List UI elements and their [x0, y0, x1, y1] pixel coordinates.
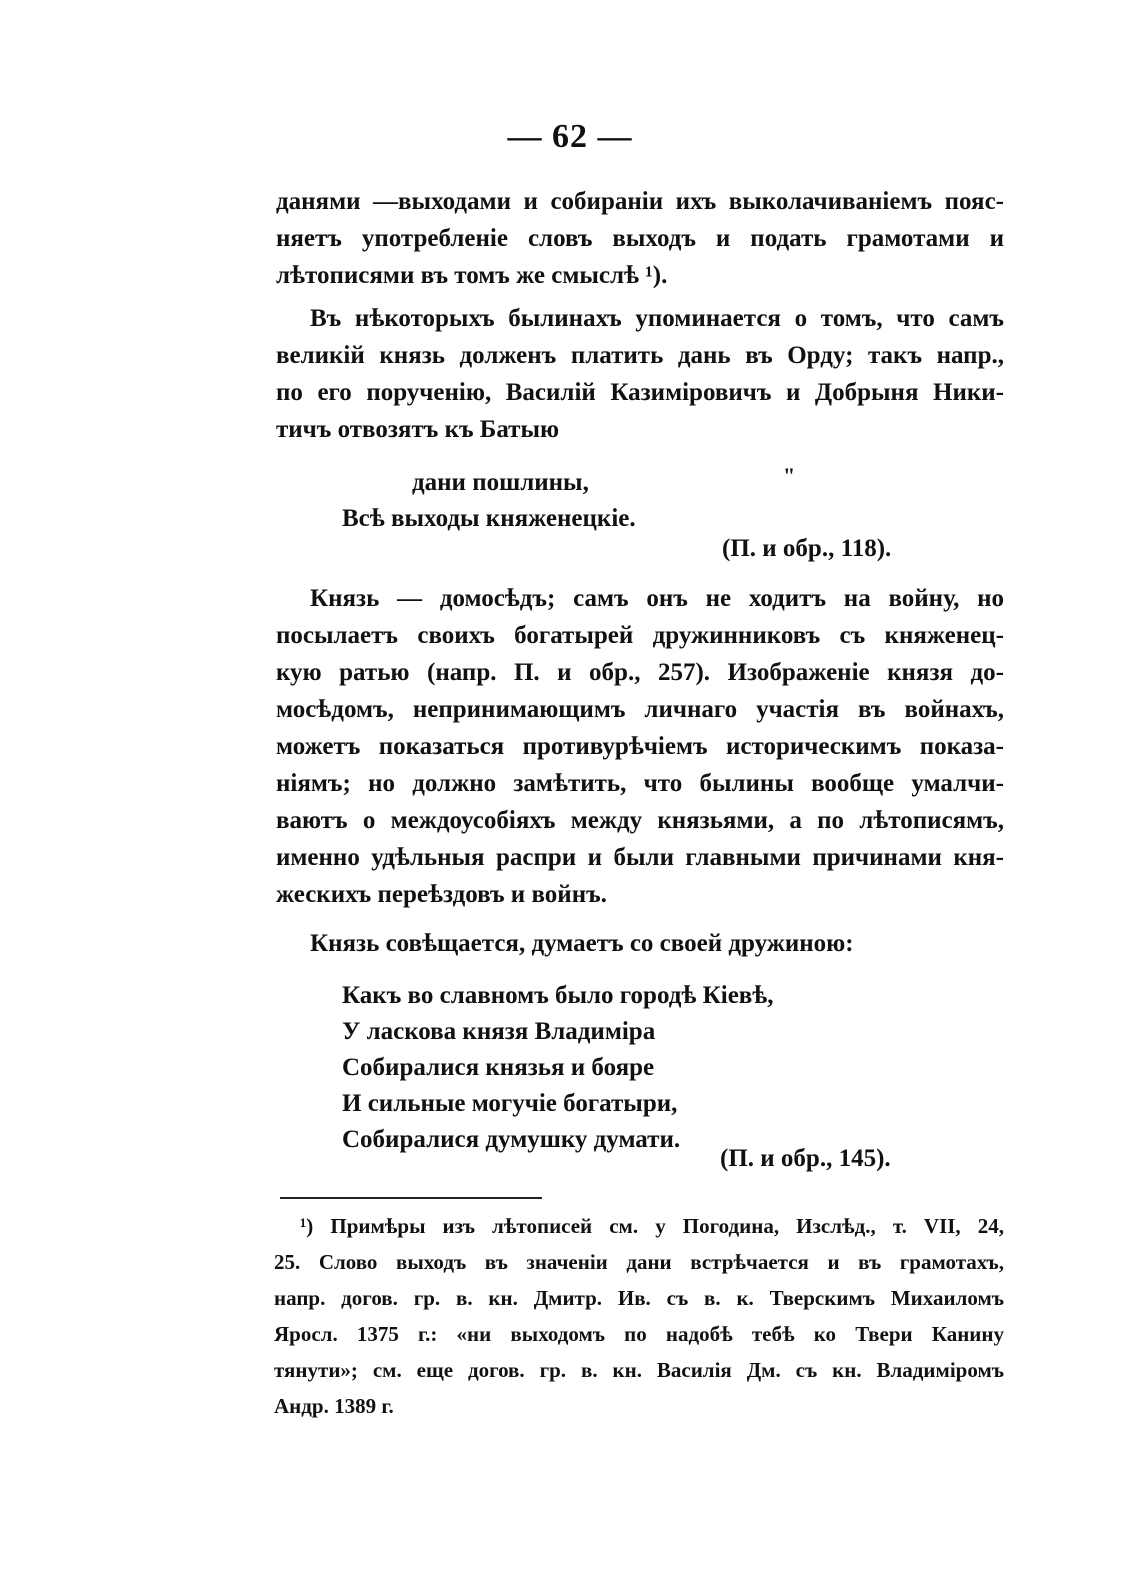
text-line: Князь — домосѣдъ; самъ онъ не ходитъ на войну, но — [310, 585, 1004, 612]
verse-line: Собиралися думушку думати. — [342, 1126, 681, 1153]
footnote — [274, 1208, 1004, 1424]
verse-line: Всѣ выходы княженецкіе. — [342, 505, 636, 532]
footnote-line: 25. Слово выходъ въ значеніи дани встрѣчается и въ грамотахъ, — [274, 1250, 1004, 1274]
verse-line: Какъ во славномъ было городѣ Кіевѣ, — [342, 982, 774, 1009]
paragraph-1 — [276, 183, 1004, 294]
footnote-line: Яросл. 1375 г.: «ни выходомъ по надобѣ тебѣ ко Твери Канину — [274, 1322, 1004, 1346]
page-number: — 62 — — [507, 118, 633, 155]
verse-line: И сильные могучіе богатыри, — [342, 1090, 678, 1117]
paragraph-3 — [276, 580, 1004, 913]
text-line: мосѣдомъ, непринимающимъ личнаго участія въ войнахъ, — [276, 696, 1004, 723]
verse-line: У ласкова князя Владиміра — [342, 1018, 656, 1045]
verse-1 — [342, 465, 742, 537]
text-line: посылаетъ своихъ богатырей дружинниковъ съ княженец- — [276, 622, 1004, 649]
text-line: кую ратью (напр. П. и обр., 257). Изображеніе князя до- — [276, 659, 1004, 686]
text-line: Князь совѣщается, думаетъ со своей дружиною: — [310, 930, 854, 957]
footnote-line: Андр. 1389 г. — [274, 1394, 394, 1418]
footnote-line: напр. догов. гр. в. кн. Дмитр. Ив. съ в. к. Тверскимъ Михаиломъ — [274, 1286, 1004, 1310]
quote-mark: " — [783, 463, 796, 488]
text-line: няетъ употребленіе словъ выходъ и подать грамотами и — [276, 225, 1004, 252]
paragraph-4 — [276, 925, 1004, 962]
text-line: данями —выходами и собираніи ихъ выколачиваніемъ пояс- — [276, 188, 1004, 215]
footnote-line: тянути»; см. еще догов. гр. в. кн. Василія Дм. съ кн. Владиміромъ — [274, 1358, 1004, 1382]
text-line: именно удѣльныя распри и были главными причинами кня- — [276, 844, 1004, 871]
text-line: тичъ отвозятъ къ Батыю — [276, 416, 560, 443]
verse-line: Собиралися князья и бояре — [342, 1054, 655, 1081]
text-line: ніямъ; но должно замѣтить, что былины вообще умалчи- — [276, 770, 1004, 797]
text-line: лѣтописями въ томъ же смыслѣ ¹). — [276, 262, 668, 289]
verse-2 — [342, 978, 862, 1158]
verse-line: дани пошлины, — [412, 469, 589, 496]
text-line: ваютъ о междоусобіяхъ между князьями, а по лѣтописямъ, — [276, 807, 1004, 834]
text-line: жескихъ переѣздовъ и войнъ. — [276, 881, 607, 908]
text-line: по его порученію, Василій Казиміровичъ и Добрыня Ники- — [276, 379, 1004, 406]
paragraph-2 — [276, 300, 1004, 448]
text-line: великій князь долженъ платить дань въ Орду; такъ напр., — [276, 342, 1004, 369]
citation-2: (П. и обр., 145). — [720, 1145, 891, 1172]
footnote-line: ¹) Примѣры изъ лѣтописей см. у Погодина, Изслѣд., т. VII, 24, — [300, 1214, 1004, 1238]
text-line: можетъ показаться противурѣчіемъ историческимъ показа- — [276, 733, 1004, 760]
text-line: Въ нѣкоторыхъ былинахъ упоминается о томъ, что самъ — [310, 305, 1004, 332]
footnote-divider — [280, 1197, 542, 1199]
citation-1: (П. и обр., 118). — [722, 535, 892, 562]
